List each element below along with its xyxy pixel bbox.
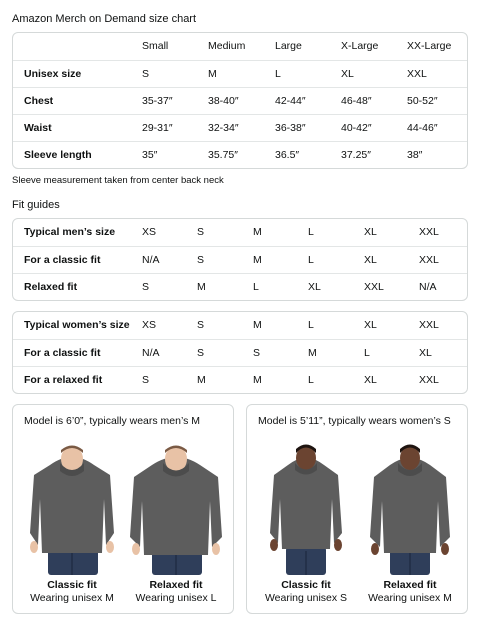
- table-cell: 40-42″: [341, 122, 372, 134]
- fit-name: Relaxed fit: [149, 579, 203, 591]
- table-cell: L: [308, 254, 314, 266]
- table-cell: M: [253, 254, 262, 266]
- table-cell: M: [197, 374, 206, 386]
- table-cell: 42-44″: [275, 95, 306, 107]
- table-cell: S: [197, 226, 205, 238]
- table-row: [13, 273, 467, 300]
- model-card-title: Model is 5’11”, typically wears women’s S: [258, 415, 451, 427]
- model-caption: [256, 579, 356, 605]
- row-label: Sleeve length: [24, 149, 92, 161]
- table-cell: XXL: [419, 374, 439, 386]
- table-row: [13, 246, 467, 273]
- table-cell: S: [197, 319, 205, 331]
- model-caption: [360, 579, 460, 605]
- model-caption: [126, 579, 226, 605]
- table-cell: XL: [364, 319, 377, 331]
- table-cell: 32-34″: [208, 122, 239, 134]
- table-cell: 50-52″: [407, 95, 438, 107]
- table-cell: XXL: [419, 319, 439, 331]
- table-cell: 46-48″: [341, 95, 372, 107]
- table-cell: L: [308, 374, 314, 386]
- table-cell: 35.75″: [208, 149, 238, 161]
- table-cell: 38″: [407, 149, 423, 161]
- table-cell: N/A: [142, 347, 160, 359]
- column-header: Small: [142, 40, 169, 52]
- fit-name: Classic fit: [281, 579, 331, 591]
- row-label: For a relaxed fit: [24, 374, 103, 386]
- table-cell: 36.5″: [275, 149, 300, 161]
- size-chart-table: [12, 32, 468, 169]
- size-chart-header-row: [13, 33, 467, 60]
- table-cell: M: [308, 347, 317, 359]
- mens-model-card: [12, 404, 234, 614]
- table-cell: XL: [419, 347, 432, 359]
- womens-fit-table: [12, 311, 468, 394]
- table-cell: 37.25″: [341, 149, 371, 161]
- wearing-size: Wearing unisex L: [135, 592, 217, 604]
- row-label: Chest: [24, 95, 54, 107]
- mens-fit-table: [12, 218, 468, 301]
- table-cell: L: [308, 226, 314, 238]
- table-cell: S: [142, 374, 150, 386]
- model-photo-classic-fit: [258, 441, 354, 577]
- wearing-size: Wearing unisex M: [368, 592, 452, 604]
- model-caption: [22, 579, 122, 605]
- table-row: [13, 366, 467, 393]
- row-label: Relaxed fit: [24, 281, 78, 293]
- table-row: [13, 219, 467, 246]
- table-cell: XL: [308, 281, 321, 293]
- table-cell: 35-37″: [142, 95, 173, 107]
- table-cell: XL: [364, 254, 377, 266]
- table-cell: XL: [364, 226, 377, 238]
- table-row: [13, 339, 467, 366]
- table-cell: XXL: [407, 68, 427, 80]
- table-cell: N/A: [419, 281, 437, 293]
- table-cell: M: [253, 319, 262, 331]
- table-row: [13, 141, 467, 168]
- table-cell: S: [253, 347, 261, 359]
- table-cell: M: [253, 374, 262, 386]
- column-header: Medium: [208, 40, 246, 52]
- model-photo-relaxed-fit: [128, 441, 224, 577]
- table-cell: L: [308, 319, 314, 331]
- table-cell: L: [275, 68, 281, 80]
- fit-guides-title: Fit guides: [12, 199, 60, 211]
- table-cell: M: [208, 68, 217, 80]
- column-header: XX-Large: [407, 40, 452, 52]
- fit-name: Classic fit: [47, 579, 97, 591]
- table-row: [13, 60, 467, 87]
- table-cell: S: [197, 347, 205, 359]
- model-photo-classic-fit: [24, 441, 120, 577]
- womens-model-card: [246, 404, 468, 614]
- row-label: For a classic fit: [24, 254, 101, 266]
- table-cell: 36-38″: [275, 122, 306, 134]
- table-cell: S: [197, 254, 205, 266]
- table-cell: L: [364, 347, 370, 359]
- row-label: Typical women’s size: [24, 319, 130, 331]
- wearing-size: Wearing unisex M: [30, 592, 114, 604]
- table-cell: XXL: [419, 226, 439, 238]
- table-cell: XL: [364, 374, 377, 386]
- table-cell: 35″: [142, 149, 158, 161]
- row-label: Unisex size: [24, 68, 82, 80]
- size-chart-title: Amazon Merch on Demand size chart: [12, 13, 197, 25]
- wearing-size: Wearing unisex S: [264, 592, 348, 604]
- table-cell: XXL: [364, 281, 384, 293]
- table-cell: XS: [142, 226, 157, 238]
- table-cell: 44-46″: [407, 122, 438, 134]
- column-header: Large: [275, 40, 302, 52]
- table-cell: 38-40″: [208, 95, 239, 107]
- column-header: X-Large: [341, 40, 379, 52]
- row-label: Waist: [24, 122, 52, 134]
- sleeve-note: Sleeve measurement taken from center back neck: [12, 175, 224, 186]
- model-card-title: Model is 6’0”, typically wears men’s M: [24, 415, 201, 427]
- table-cell: N/A: [142, 254, 160, 266]
- row-label: Typical men’s size: [24, 226, 116, 238]
- table-cell: 29-31″: [142, 122, 173, 134]
- table-cell: S: [142, 281, 150, 293]
- table-cell: XS: [142, 319, 157, 331]
- model-photo-relaxed-fit: [362, 441, 458, 577]
- table-row: [13, 114, 467, 141]
- table-row: [13, 87, 467, 114]
- table-cell: XL: [341, 68, 354, 80]
- row-label: For a classic fit: [24, 347, 101, 359]
- fit-name: Relaxed fit: [383, 579, 437, 591]
- table-cell: XXL: [419, 254, 439, 266]
- table-cell: S: [142, 68, 150, 80]
- table-cell: L: [253, 281, 259, 293]
- table-cell: M: [253, 226, 262, 238]
- table-row: [13, 312, 467, 339]
- table-cell: M: [197, 281, 206, 293]
